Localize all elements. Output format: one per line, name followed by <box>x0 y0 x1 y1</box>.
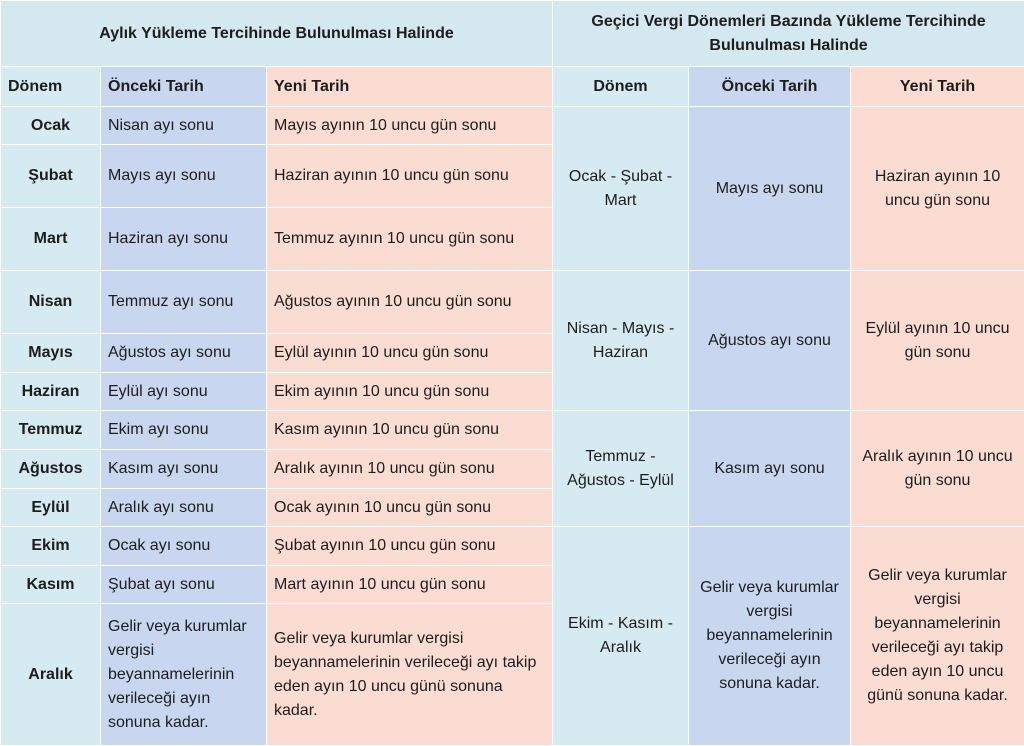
month-name: Temmuz <box>1 411 101 450</box>
table-row <box>1 107 1024 145</box>
header-onceki-tarih-quarterly: Önceki Tarih <box>689 67 851 107</box>
quarter-period: Nisan - Mayıs - Haziran <box>553 271 689 411</box>
new-date: Aralık ayının 10 uncu gün sonu <box>267 450 553 489</box>
header-yeni-tarih-quarterly: Yeni Tarih <box>851 67 1024 107</box>
month-name: Aralık <box>1 604 101 746</box>
table-row <box>1 411 1024 450</box>
header-onceki-tarih: Önceki Tarih <box>101 67 267 107</box>
quarter-previous-date: Ağustos ayı sonu <box>689 271 851 411</box>
quarter-period: Temmuz - Ağustos - Eylül <box>553 411 689 527</box>
new-date: Haziran ayının 10 uncu gün sonu <box>267 145 553 208</box>
previous-date: Temmuz ayı sonu <box>101 271 267 334</box>
quarter-previous-date: Gelir veya kurumlar vergisi beyannamelerinin verileceği ayın sonuna kadar. <box>689 527 851 746</box>
new-date: Temmuz ayının 10 uncu gün sonu <box>267 208 553 271</box>
month-name: Haziran <box>1 373 101 411</box>
header-donem-quarterly: Dönem <box>553 67 689 107</box>
month-name: Nisan <box>1 271 101 334</box>
previous-date: Aralık ayı sonu <box>101 489 267 527</box>
previous-date: Ocak ayı sonu <box>101 527 267 566</box>
previous-date: Ekim ayı sonu <box>101 411 267 450</box>
table-row <box>1 527 1024 566</box>
previous-date: Nisan ayı sonu <box>101 107 267 145</box>
quarter-period: Ekim - Kasım - Aralık <box>553 527 689 746</box>
monthly-section-title: Aylık Yükleme Tercihinde Bulunulması Halinde <box>1 1 553 67</box>
new-date: Ekim ayının 10 uncu gün sonu <box>267 373 553 411</box>
previous-date: Kasım ayı sonu <box>101 450 267 489</box>
header-donem: Dönem <box>1 67 101 107</box>
new-date: Eylül ayının 10 uncu gün sonu <box>267 334 553 373</box>
previous-date: Şubat ayı sonu <box>101 566 267 604</box>
month-name: Şubat <box>1 145 101 208</box>
month-name: Mayıs <box>1 334 101 373</box>
quarter-previous-date: Kasım ayı sonu <box>689 411 851 527</box>
quarter-new-date: Eylül ayının 10 uncu gün sonu <box>851 271 1024 411</box>
month-name: Ekim <box>1 527 101 566</box>
new-date: Mayıs ayının 10 uncu gün sonu <box>267 107 553 145</box>
previous-date: Eylül ayı sonu <box>101 373 267 411</box>
month-name: Mart <box>1 208 101 271</box>
new-date: Şubat ayının 10 uncu gün sonu <box>267 527 553 566</box>
previous-date: Ağustos ayı sonu <box>101 334 267 373</box>
new-date: Mart ayının 10 uncu gün sonu <box>267 566 553 604</box>
quarterly-section-title: Geçici Vergi Dönemleri Bazında Yükleme Tercihinde Bulunulması Halinde <box>553 1 1024 67</box>
previous-date: Mayıs ayı sonu <box>101 145 267 208</box>
month-name: Ocak <box>1 107 101 145</box>
new-date: Kasım ayının 10 uncu gün sonu <box>267 411 553 450</box>
quarter-new-date: Gelir veya kurumlar vergisi beyannamelerinin verileceği ayı takip eden ayın 10 uncu günü sonuna kadar. <box>851 527 1024 746</box>
month-name: Eylül <box>1 489 101 527</box>
month-name: Kasım <box>1 566 101 604</box>
month-name: Ağustos <box>1 450 101 489</box>
quarter-previous-date: Mayıs ayı sonu <box>689 107 851 271</box>
quarter-new-date: Aralık ayının 10 uncu gün sonu <box>851 411 1024 527</box>
quarter-period: Ocak - Şubat - Mart <box>553 107 689 271</box>
header-yeni-tarih: Yeni Tarih <box>267 67 553 107</box>
new-date: Ağustos ayının 10 uncu gün sonu <box>267 271 553 334</box>
new-date: Gelir veya kurumlar vergisi beyannamelerinin verileceği ayı takip eden ayın 10 uncu günü sonuna kadar. <box>267 604 553 746</box>
previous-date: Haziran ayı sonu <box>101 208 267 271</box>
table-row <box>1 271 1024 334</box>
previous-date: Gelir veya kurumlar vergisi beyannamelerinin verileceği ayın sonuna kadar. <box>101 604 267 746</box>
new-date: Ocak ayının 10 uncu gün sonu <box>267 489 553 527</box>
quarter-new-date: Haziran ayının 10 uncu gün sonu <box>851 107 1024 271</box>
